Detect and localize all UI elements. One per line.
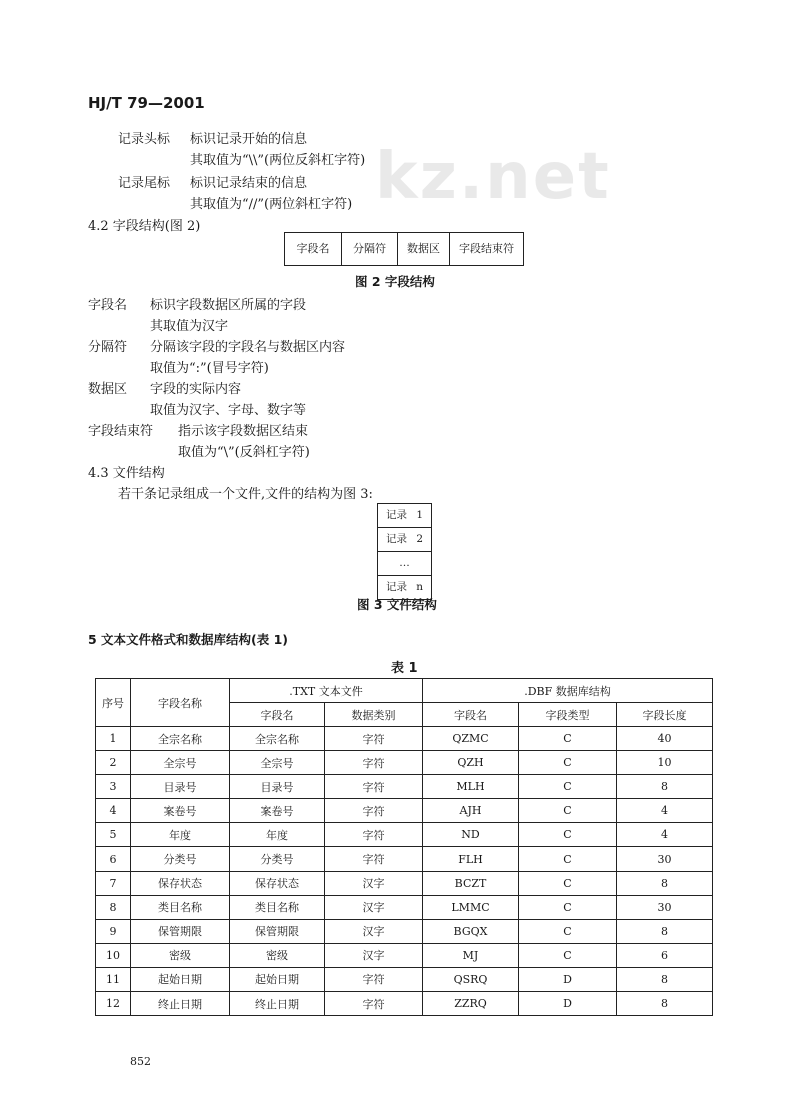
table-row: 8 类目名称 类目名称 汉字 LMMC C 30	[96, 895, 713, 919]
page-number: 852	[130, 1055, 151, 1068]
fig3-record-row: 记录 n	[386, 581, 423, 593]
separator-desc: 分隔该字段的字段名与数据区内容	[150, 340, 346, 355]
field-name-value: 其取值为汉字	[150, 319, 229, 334]
table-row: 11 起始日期 起始日期 字符 QSRQ D 8	[96, 967, 713, 991]
table-row: 5 年度 年度 字符 ND C 4	[96, 823, 713, 847]
table-row: 6 分类号 分类号 字符 FLH C 30	[96, 847, 713, 871]
col-header-dbf-field: 字段名	[423, 703, 519, 727]
data-area-desc: 字段的实际内容	[150, 382, 242, 397]
watermark: kz.net	[375, 140, 611, 214]
record-tail-desc: 标识记录结束的信息	[190, 176, 308, 191]
section-4-3-heading: 4.3 文件结构	[88, 466, 165, 481]
fig3-record-row: 记录 2	[378, 528, 431, 552]
fig2-cell-separator: 分隔符	[342, 233, 398, 265]
terminator-term: 字段结束符	[88, 424, 154, 439]
table-row: 4 案卷号 案卷号 字符 AJH C 4	[96, 799, 713, 823]
table-row: 3 目录号 目录号 字符 MLH C 8	[96, 775, 713, 799]
terminator-value: 取值为“\”(反斜杠字符)	[178, 445, 310, 460]
col-group-dbf: .DBF 数据库结构	[423, 679, 713, 703]
table-row: 12 终止日期 终止日期 字符 ZZRQ D 8	[96, 992, 713, 1016]
section-4-2-heading: 4.2 字段结构(图 2)	[88, 219, 201, 234]
fig2-cell-terminator: 字段结束符	[459, 242, 514, 255]
separator-value: 取值为“:”(冒号字符)	[150, 361, 269, 376]
fig2-cell-field-name: 字段名	[285, 233, 342, 265]
separator-term: 分隔符	[88, 340, 128, 355]
col-header-txt-type: 数据类别	[325, 703, 423, 727]
col-header-field-name: 字段名称	[131, 679, 230, 727]
col-header-txt-field: 字段名	[230, 703, 325, 727]
table-row: 10 密级 密级 汉字 MJ C 6	[96, 943, 713, 967]
standard-number: HJ/T 79—2001	[88, 94, 205, 112]
col-group-txt: .TXT 文本文件	[230, 679, 423, 703]
table-row: 9 保管期限 保管期限 汉字 BGQX C 8	[96, 919, 713, 943]
section-5-heading: 5 文本文件格式和数据库结构(表 1)	[88, 632, 289, 647]
field-name-desc: 标识字段数据区所属的字段	[150, 298, 307, 313]
record-tail-term: 记录尾标	[118, 176, 171, 191]
record-head-desc: 标识记录开始的信息	[190, 132, 308, 147]
figure-2-field-structure	[284, 232, 524, 266]
fig3-ellipsis-row: …	[378, 552, 431, 576]
col-header-seq: 序号	[96, 679, 131, 727]
data-area-term: 数据区	[88, 382, 128, 397]
record-head-term: 记录头标	[118, 132, 171, 147]
table-row: 2 全宗号 全宗号 字符 QZH C 10	[96, 751, 713, 775]
col-header-dbf-length: 字段长度	[617, 703, 713, 727]
table-1	[95, 678, 713, 1016]
fig3-record-row: 记录 1	[378, 504, 431, 528]
figure-3-file-structure	[377, 503, 432, 600]
figure-2-caption: 图 2 字段结构	[355, 274, 435, 289]
figure-3-caption: 图 3 文件结构	[357, 597, 437, 612]
table-row: 7 保存状态 保存状态 汉字 BCZT C 8	[96, 871, 713, 895]
table-1-title: 表 1	[391, 661, 418, 676]
fig2-cell-data-area: 数据区	[398, 233, 450, 265]
table-row: 1 全宗名称 全宗名称 字符 QZMC C 40	[96, 727, 713, 751]
field-name-term: 字段名	[88, 298, 128, 313]
terminator-desc: 指示该字段数据区结束	[178, 424, 309, 439]
section-4-3-intro: 若干条记录组成一个文件,文件的结构为图 3:	[118, 487, 373, 502]
record-head-value: 其取值为“\\”(两位反斜杠字符)	[190, 153, 366, 168]
col-header-dbf-type: 字段类型	[519, 703, 617, 727]
data-area-value: 取值为汉字、字母、数字等	[150, 403, 307, 418]
record-tail-value: 其取值为“//”(两位斜杠字符)	[190, 197, 353, 212]
